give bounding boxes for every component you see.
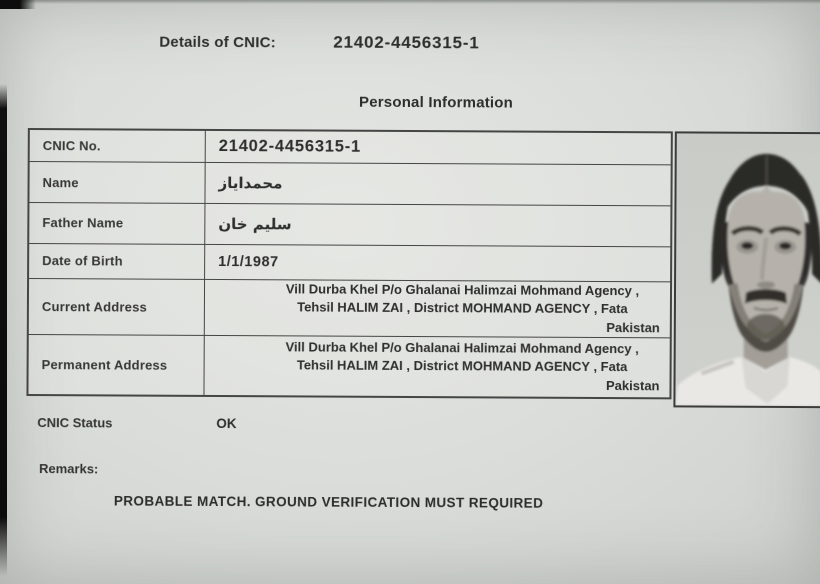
scan-artifact-corner	[0, 0, 36, 9]
row-label: Current Address	[29, 279, 205, 335]
section-title: Personal Information	[358, 93, 514, 112]
address-line: Pakistan	[605, 377, 660, 394]
details-of-cnic-label: Details of CNIC:	[159, 33, 276, 52]
scan-artifact-left-edge	[0, 84, 7, 576]
row-value-cnic-no: 21402-4456315-1	[218, 137, 362, 156]
row-value-father-name-urdu: سلیم خان	[218, 214, 292, 234]
table-row-current-address	[29, 279, 670, 339]
address-line: Tehsil HALIM ZAI , District MOHMAND AGENCY , Fata	[296, 357, 628, 375]
cnic-number-header: 21402-4456315-1	[333, 32, 480, 53]
row-label: CNIC No.	[30, 130, 206, 162]
address-line: Vill Durba Khel P/o Ghalanai Halimzai Mohmand Agency ,	[285, 280, 640, 298]
table-row-permanent-address	[28, 335, 669, 397]
row-value-permanent-address	[204, 336, 669, 397]
address-line: Pakistan	[606, 319, 660, 335]
portrait-photo-graphic	[675, 133, 820, 406]
table-row-cnic-no	[30, 130, 671, 166]
row-value-current-address	[205, 279, 670, 337]
table-row-dob	[29, 244, 670, 282]
row-label: Name	[29, 162, 205, 202]
row-label: Date of Birth	[29, 244, 205, 278]
row-value-name-urdu: محمدایاز	[218, 174, 283, 193]
remarks-label: Remarks:	[39, 461, 99, 477]
row-label: Permanent Address	[28, 335, 204, 395]
cnic-status-value: OK	[216, 415, 237, 432]
address-line: Vill Durba Khel P/o Ghalanai Halimzai Mohmand Agency ,	[285, 339, 639, 356]
scan-artifact-top-edge	[0, 0, 820, 4]
personal-info-table	[26, 128, 672, 399]
table-row-father-name	[29, 203, 670, 248]
portrait-photo	[673, 131, 820, 408]
row-label: Father Name	[29, 203, 205, 244]
remarks-text: PROBABLE MATCH. GROUND VERIFICATION MUST REQUIRED	[113, 493, 544, 511]
row-value-dob: 1/1/1987	[218, 253, 279, 271]
table-row-name	[29, 162, 670, 206]
cnic-status-label: CNIC Status	[37, 415, 113, 431]
address-line: Tehsil HALIM ZAI , District MOHMAND AGENCY , Fata	[297, 299, 628, 317]
